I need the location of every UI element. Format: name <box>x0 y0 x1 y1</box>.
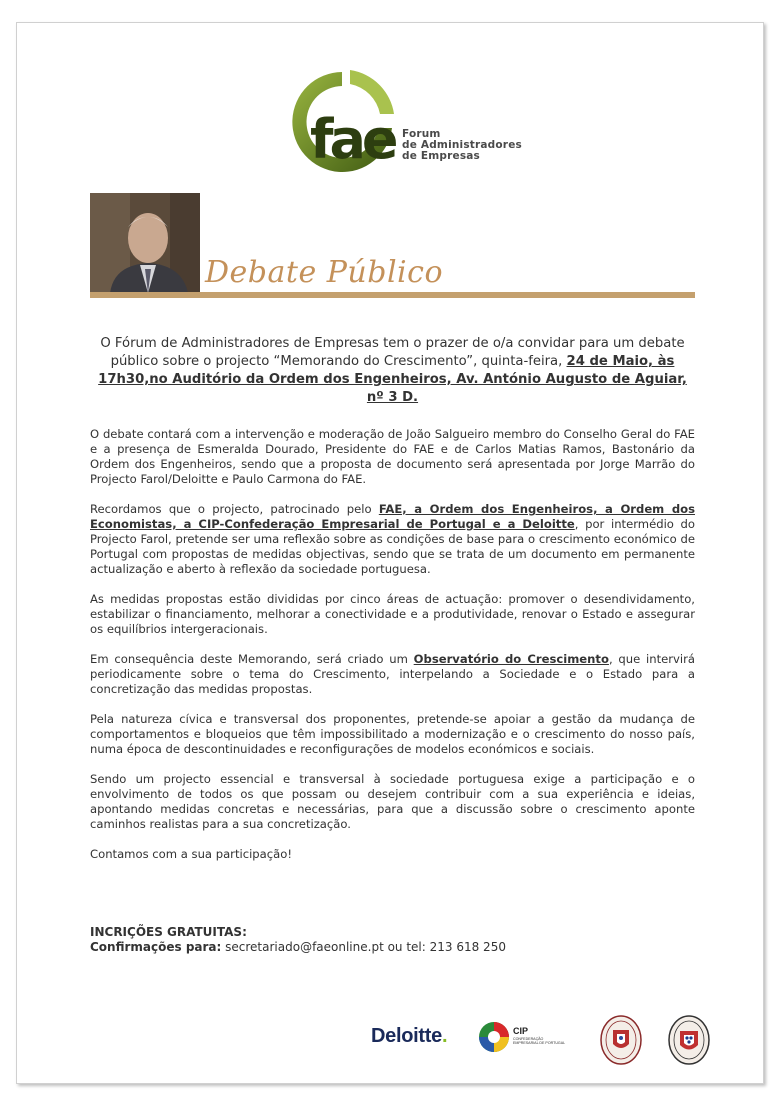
body-text <box>90 427 695 877</box>
title-rule <box>90 292 695 298</box>
sponsor-logos <box>367 1008 707 1068</box>
paragraph-sponsors: Recordamos que o projecto, patrocinado pelo FAE, a Ordem dos Engenheiros, a Ordem dos Economistas, a CIP-Confederação Empresarial de Portugal e a Deloitte, por intermédio do Projecto Farol, pretende ser uma reflexão sobre as condições de base para o crescimento económico de Portugal com propostas de medidas objectivas, sendo que se trata de um documento em permanente actualização e aberto à reflexão da sociedade portuguesa. <box>90 502 695 576</box>
page-title: Debate Público <box>205 255 444 290</box>
paragraph-observatory: Em consequência deste Memorando, será criado um Observatório do Crescimento, que intervirá periodicamente sobre o tema do Crescimento, interpelando a Sociedade e o Estado para a concretização das medidas propostas. <box>90 652 695 696</box>
paragraph-areas: As medidas propostas estão divididas por cinco áreas de actuação: promover o desendividamento, estabilizar o financiamento, melhorar a conectividade e a produtividade, renovar o Estado e assegurar os equilíbrios intergeracionais. <box>90 592 695 636</box>
paragraph-closing: Contamos com a sua participação! <box>90 847 292 861</box>
free-registration-label: INCRIÇÕES GRATUITAS: <box>90 925 247 939</box>
speaker-photo <box>90 193 200 293</box>
confirmations-label: Confirmações para: <box>90 940 222 954</box>
observatory-link[interactable]: Observatório do Crescimento <box>413 652 609 666</box>
event-details-link[interactable]: 24 de Maio, às 17h30,no Auditório da Ordem dos Engenheiros, Av. António Augusto de Aguiar, nº 3 D. <box>98 354 687 405</box>
invitation-sheet <box>16 22 764 1084</box>
paragraph-speakers: O debate contará com a intervenção e moderação de João Salgueiro membro do Conselho Geral do FAE e a presença de Esmeralda Dourado, Presidente do FAE e de Carlos Matias Ramos, Bastonário da Ordem dos Engenheiros, sendo que a proposta de documento será apresentada por Jorge Marrão do Projecto Farol/Deloitte e Paulo Carmona do FAE. <box>90 427 695 486</box>
svg-text:fae: fae <box>310 108 395 171</box>
ordem-engenheiros-seal <box>667 1014 711 1066</box>
fae-logo-mark <box>280 66 410 178</box>
contact-info[interactable]: secretariado@faeonline.pt ou tel: 213 618 250 <box>221 940 506 954</box>
cip-logo: CIP CONFEDERAÇÃO EMPRESARIAL DE PORTUGAL <box>477 1020 567 1056</box>
ordem-economistas-seal <box>599 1014 643 1066</box>
deloitte-logo: Deloitte. <box>371 1025 448 1047</box>
sponsors-link[interactable]: FAE, a Ordem dos Engenheiros, a Ordem dos Economistas, a CIP-Confederação Empresarial de Portugal e a Deloitte <box>90 502 695 531</box>
intro-paragraph: O Fórum de Administradores de Empresas tem o prazer de o/a convidar para um debate público sobre o projecto “Memorando do Crescimento”, quinta-feira, 24 de Maio, às 17h30,no Auditório da Ordem dos Engenheiros, Av. António Augusto de Aguiar, nº 3 D. <box>98 336 687 405</box>
fae-logo <box>280 66 540 178</box>
cip-icon <box>477 1020 511 1054</box>
paragraph-participation: Sendo um projecto essencial e transversal à sociedade portuguesa exige a participação e o envolvimento de todos os que possam ou desejem contribuir com a sua experiência e ideias, apontando medidas concretas e necessárias, para que a discussão sobre o crescimento aponte caminhos realistas para a sua concretização. <box>90 772 695 831</box>
fae-logo-text: Forum de Administradores de Empresas <box>402 128 522 162</box>
registration-info <box>90 925 695 955</box>
paragraph-civic: Pela natureza cívica e transversal dos proponentes, pretende-se apoiar a gestão da mudança de comportamentos e bloqueios que têm impossibilitado a modernização e o crescimento do nosso país, numa época de descontinuidades e reconfigurações de modelos económicos e sociais. <box>90 712 695 756</box>
